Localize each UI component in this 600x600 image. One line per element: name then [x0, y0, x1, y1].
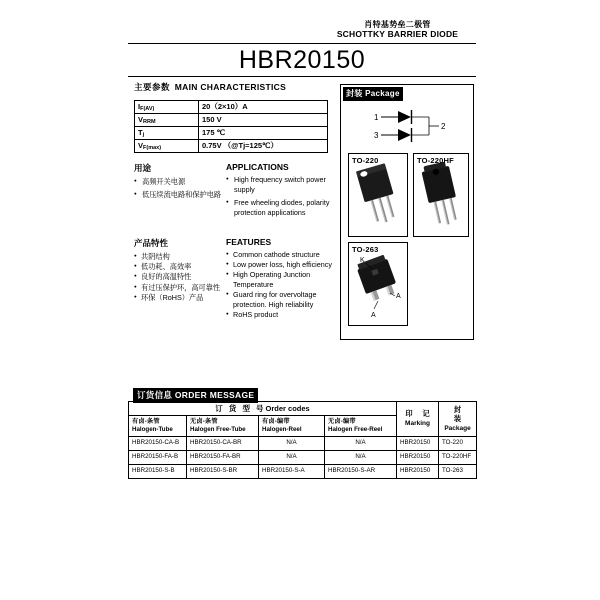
cell-halogen-reel: N/A [259, 450, 325, 464]
header-divider-top [128, 43, 476, 44]
param-symbol: V [138, 114, 144, 124]
list-item: ● Free wheeling diodes, polarity protection applications [226, 198, 334, 218]
svg-text:3: 3 [374, 131, 379, 140]
param-value: 175 ℃ [199, 127, 328, 140]
cell-package: TO-220 [439, 436, 477, 450]
column-header-cn: 无卤-条管 [190, 417, 218, 425]
list-item: ● 低功耗、高效率 [134, 262, 226, 272]
param-symbol-cell [135, 114, 199, 127]
column-header-cn: 无卤-编带 [328, 417, 356, 425]
cell-halogen-free-tube: HBR20150-FA-BR [187, 450, 259, 464]
marking-header-cn: 印 记 [405, 409, 434, 419]
applications-section [134, 162, 334, 221]
order-codes-group-header [129, 402, 397, 416]
column-header-en: Halogen-Tube [132, 426, 173, 434]
svg-text:K: K [360, 257, 365, 264]
applications-heading-cn: 用途 [134, 163, 152, 173]
param-symbol-cell [135, 101, 199, 114]
applications-list-en [226, 175, 334, 219]
applications-list-cn [134, 177, 226, 200]
column-header-halogen-free-reel [325, 416, 397, 437]
cell-marking: HBR20150 [397, 436, 439, 450]
param-subscript: F(max) [143, 145, 162, 152]
page-title: HBR20150 [238, 46, 366, 74]
list-item: ● 环保（RoHS）产品 [134, 293, 226, 303]
to220hf-drawing-icon [414, 154, 470, 238]
column-header-en: Halogen-Reel [262, 426, 302, 434]
left-content-column [134, 81, 334, 320]
main-characteristics-heading [134, 81, 334, 93]
svg-text:A: A [396, 293, 401, 300]
package-to263-label: TO-263 [352, 245, 379, 254]
table-row [129, 464, 477, 478]
column-header-halogen-tube [129, 416, 187, 437]
column-header-halogen-reel [259, 416, 325, 437]
column-header-en: Halogen Free-Reel [328, 426, 383, 434]
header-title-chinese: 肖特基势垒二极管 [364, 20, 431, 29]
features-english [226, 237, 334, 320]
cell-halogen-tube: HBR20150-S-B [129, 464, 187, 478]
list-item: ● High Operating Junction Temperature [226, 270, 334, 289]
order-table-group-header-row [129, 402, 477, 416]
cell-halogen-tube: HBR20150-FA-B [129, 450, 187, 464]
cell-marking: HBR20150 [397, 464, 439, 478]
document-header [320, 21, 475, 39]
cell-halogen-reel: HBR20150-S-A [259, 464, 325, 478]
param-subscript: j [142, 132, 145, 139]
list-item: ● Low power loss, high efficiency [226, 260, 334, 270]
list-item: ● RoHS product [226, 310, 334, 320]
list-item: ● High frequency switch power supply [226, 175, 334, 195]
package-to220 [348, 153, 408, 237]
package-to220-label: TO-220 [352, 156, 379, 165]
order-message-table [128, 401, 477, 479]
features-heading-en: FEATURES [226, 237, 272, 248]
features-list-en [226, 250, 334, 320]
cell-halogen-tube: HBR20150-CA-B [129, 436, 187, 450]
to220-drawing-icon [349, 154, 409, 238]
column-header-cn: 有卤-编带 [262, 417, 290, 425]
list-item: ● 有过压保护环，高可靠性 [134, 283, 226, 293]
package-panel-header: 封装 Package [343, 87, 403, 101]
list-item: ● Guard ring for overvoltage protection. High reliability [226, 290, 334, 309]
column-header-cn: 有卤-条管 [132, 417, 160, 425]
package-to220hf [413, 153, 469, 237]
features-chinese [134, 237, 226, 320]
param-value: 20（2×10）A [199, 101, 328, 114]
param-symbol: V [138, 140, 144, 150]
cell-halogen-free-reel: N/A [325, 436, 397, 450]
table-row [135, 127, 328, 140]
package-header-en: Package [444, 424, 471, 432]
applications-heading-en: APPLICATIONS [226, 162, 289, 172]
list-item: ● 共阴结构 [134, 252, 226, 262]
package-column-header [439, 402, 477, 437]
table-row [135, 140, 328, 153]
order-codes-group-cn: 订 货 型 号 [215, 403, 266, 413]
diode-schematic-icon [341, 103, 475, 149]
param-value: 0.75V （@Tj=125℃） [199, 140, 328, 153]
column-header-halogen-free-tube [187, 416, 259, 437]
table-row [129, 450, 477, 464]
features-list-cn [134, 252, 226, 303]
main-characteristics-heading-cn: 主要参数 [134, 82, 171, 92]
applications-english [226, 162, 334, 221]
cell-halogen-free-reel: N/A [325, 450, 397, 464]
svg-text:A: A [371, 312, 376, 319]
main-characteristics-table [134, 100, 328, 153]
header-divider-bottom [128, 76, 476, 77]
list-item: ● 良好的高温特性 [134, 272, 226, 282]
order-message-header: 订货信息 ORDER MESSAGE [133, 388, 258, 403]
package-panel [340, 84, 474, 340]
param-subscript: F(AV) [140, 106, 155, 113]
package-to263 [348, 242, 408, 326]
cell-halogen-free-tube: HBR20150-S-BR [187, 464, 259, 478]
applications-chinese [134, 162, 226, 221]
param-subscript: RRM [143, 119, 156, 126]
features-heading-cn: 产品特性 [134, 238, 169, 249]
table-row [135, 114, 328, 127]
marking-header-en: Marking [405, 420, 430, 428]
cell-halogen-reel: N/A [259, 436, 325, 450]
param-symbol-cell [135, 140, 199, 153]
main-characteristics-heading-en: MAIN CHARACTERISTICS [174, 82, 287, 92]
param-value: 150 V [199, 114, 328, 127]
header-title-english: SCHOTTKY BARRIER DIODE [336, 29, 459, 40]
svg-text:2: 2 [441, 122, 446, 131]
features-section [134, 237, 334, 320]
cell-halogen-free-tube: HBR20150-CA-BR [187, 436, 259, 450]
cell-marking: HBR20150 [397, 450, 439, 464]
package-to220hf-label: TO-220HF [417, 156, 454, 165]
cell-package: TO-263 [439, 464, 477, 478]
table-row [135, 101, 328, 114]
package-header-cn: 封 装 [453, 404, 466, 423]
param-symbol: I [138, 101, 141, 111]
param-symbol: T [138, 127, 143, 137]
cell-halogen-free-reel: HBR20150-S-AR [325, 464, 397, 478]
marking-column-header [397, 402, 439, 437]
table-row [129, 436, 477, 450]
column-header-en: Halogen Free-Tube [190, 426, 246, 434]
svg-text:1: 1 [374, 113, 379, 122]
param-symbol-cell [135, 127, 199, 140]
list-item: ● Common cathode structure [226, 250, 334, 260]
to263-drawing-icon [349, 243, 409, 327]
order-codes-group-en: Order codes [265, 403, 310, 413]
list-item: ● 高频开关电源 [134, 177, 226, 187]
list-item: ● 低压续流电路和保护电路 [134, 190, 226, 200]
cell-package: TO-220HF [439, 450, 477, 464]
